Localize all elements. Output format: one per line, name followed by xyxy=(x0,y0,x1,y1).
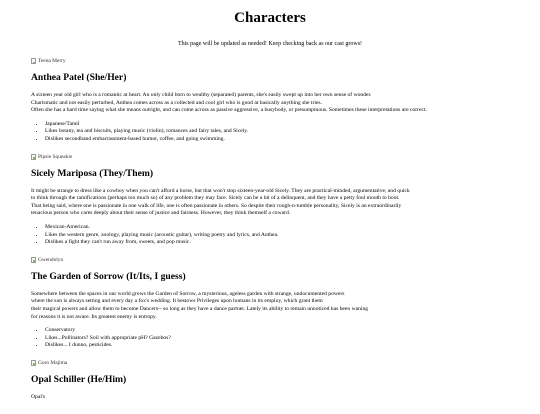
bio-line: their magical powers and allow them to become Dancers-- so long as they have a dance partner. Lately its ability to remain unnoticed has been waning xyxy=(31,305,369,312)
image-alt-text: Gwendolyn xyxy=(38,256,64,263)
character-bio xyxy=(31,394,509,402)
character-name: Anthea Patel (She/Her) xyxy=(31,72,127,83)
trait-item: • Conservatory xyxy=(45,327,509,335)
character-anthea xyxy=(31,57,509,144)
character-traits xyxy=(31,121,509,144)
character-bio xyxy=(31,188,509,218)
characters-page xyxy=(0,9,540,401)
character-name: The Garden of Sorrow (It/Its, I guess) xyxy=(31,270,186,282)
trait-item: • Mexican-American. xyxy=(45,224,509,232)
bio-line: Often she has a hard time saying what she means outright, and can come across as passive aggressive, a busybody, or presumptuous. Sometimes these interpretations are correct. xyxy=(31,107,427,114)
bio-line: Charismatic and not easily perturbed, Anthea comes across as a collected and cool girl who is good at basically anything she tries. xyxy=(31,99,322,106)
image-alt-text: Pipsie Squeakie xyxy=(38,153,73,160)
character-traits xyxy=(31,327,509,350)
bio-line: to think through the ramifications (perhaps too much so) of any problem they may face. Sicely can be a bit of a delinquent, and they have a petty foul mouth to boot. xyxy=(31,195,400,202)
character-opal xyxy=(31,359,509,402)
character-name: Opal Schiller (He/Him) xyxy=(31,373,127,385)
bio-line: That being said, where one is passionate in one walk of life, one is often passionate in others. So despite their rough-n-tumble personality, Sicely is an extraordinarily xyxy=(31,202,402,209)
trait-item: • Likes botany, tea and biscuits, playing music (violin), romances and fairy tales, and Sicely. xyxy=(45,128,509,136)
image-alt-text: Goro Majima xyxy=(38,359,68,366)
broken-image-icon xyxy=(31,58,36,64)
bio-line: It might be strange to dress like a cowboy when you can't afford a horse, but that won't stop sixteen-year-old Sicely. They are practical-minded, argumentative, and quick xyxy=(31,187,410,194)
character-image xyxy=(31,359,509,367)
page-subtitle: This page will be updated as needed! Keep checking back as our cast grows! xyxy=(177,41,363,47)
bio-line: Opal's xyxy=(31,393,46,400)
character-name: Sicely Mariposa (They/Them) xyxy=(31,167,154,179)
character-image xyxy=(31,256,509,264)
trait-item: • Likes...Pollinators? Soil with appropriate pH? Gazebos? xyxy=(45,335,509,343)
bio-line: tenacious person who cares deeply about their sense of justice and fairness. However, they think themself a coward. xyxy=(31,210,291,217)
bio-line: Somewhere between the spaces in our world grows the Garden of Sorrow, a mysterious, ageless garden with strange, undocumented powers xyxy=(31,290,345,297)
trait-item: • Likes the western genre, zoology, playing music (acoustic guitar), writing poetry and lyrics, and Anthea. xyxy=(45,232,509,240)
broken-image-icon xyxy=(31,360,36,366)
page-title: Characters xyxy=(234,10,306,26)
trait-item: • Dislikes... I dunno, pesticides. xyxy=(45,342,509,350)
character-sicely xyxy=(31,153,509,247)
broken-image-icon xyxy=(31,257,36,263)
bio-line: A sixteen year old girl who is a romantic at heart. An only child born to wealthy (separated) parents, she's easily swept up into her own sense of wonder. xyxy=(31,92,372,98)
broken-image-icon xyxy=(31,154,36,160)
trait-item: • Dislikes a fight they can't run away from, sweets, and pop music. xyxy=(45,239,509,247)
bio-line: where the sun is always setting and every day a fox's wedding. It bestows Privileges upon humans in its employ, which grant them xyxy=(31,298,323,305)
image-alt-text: Teena Merry xyxy=(38,58,66,64)
character-garden-of-sorrow xyxy=(31,256,509,350)
character-bio xyxy=(31,92,509,115)
trait-item: • Dislikes secondhand embarrassment-based humor, coffee, and going swimming. xyxy=(45,136,509,144)
character-image xyxy=(31,57,509,65)
trait-item: • Japanese/Tamil xyxy=(45,121,509,129)
character-image xyxy=(31,153,509,161)
bio-line: for reasons it is not aware. Its greatest enemy is entropy. xyxy=(31,313,157,320)
character-traits xyxy=(31,224,509,247)
character-bio xyxy=(31,291,509,321)
